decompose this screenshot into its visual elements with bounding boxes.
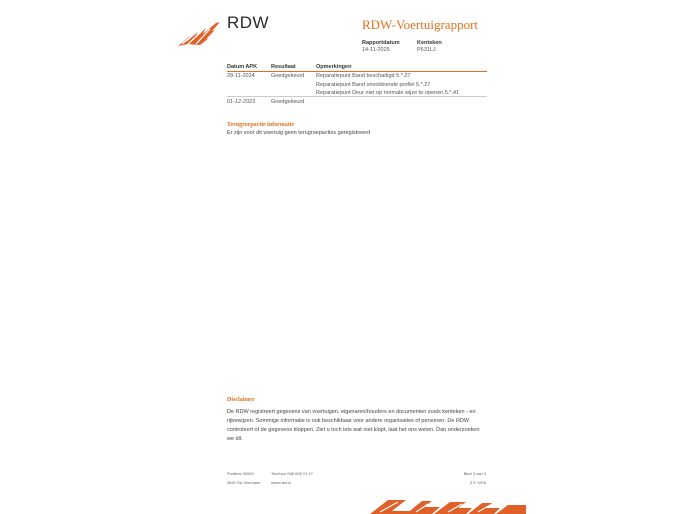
column-header-result: Resultaat bbox=[271, 64, 296, 70]
disclaimer-heading: Disclaimer bbox=[227, 397, 255, 403]
footer-phone: Telefoon 088 008 74 47 bbox=[271, 471, 313, 476]
rdw-logo-icon bbox=[176, 20, 222, 48]
plate-value: P631LJ bbox=[417, 47, 436, 53]
report-date-value: 14-11-2025 bbox=[362, 47, 390, 53]
column-header-date: Datum APK bbox=[227, 64, 258, 70]
row-date: 01-12-2023 bbox=[227, 99, 256, 105]
row-remark: Reparatiepunt Band beschadigd 5.*.27 bbox=[316, 73, 411, 79]
row-result: Goedgekeurd bbox=[271, 73, 305, 79]
recall-text: Er zijn voor dit voertuig geen terugroepacties geregistreerd bbox=[227, 130, 371, 136]
footer-decoration-icon bbox=[370, 498, 526, 514]
row-date: 28-11-2024 bbox=[227, 73, 255, 79]
recall-heading: Terugroepactie informatie bbox=[227, 122, 295, 128]
column-header-remarks: Opmerkingen bbox=[316, 64, 352, 70]
footer-page-number: Blad 3 van 3 bbox=[463, 471, 486, 476]
footer-city: 9640 RA Veendam bbox=[227, 480, 261, 485]
footer-code: 3 E 1878 bbox=[469, 480, 486, 485]
brand-name: RDW bbox=[227, 13, 270, 32]
document-title: RDW-Voertuigrapport bbox=[362, 17, 479, 32]
footer-website[interactable]: www.rdw.nl bbox=[271, 480, 292, 485]
row-result: Goedgekeurd bbox=[271, 99, 305, 105]
row-remark: Reparatiepunt Band onvoldoende profiel 5.*.27 bbox=[316, 81, 431, 88]
report-date-label: Rapportdatum bbox=[362, 40, 400, 46]
footer-postbox: Postbus 30000 bbox=[227, 471, 254, 476]
plate-label: Kenteken bbox=[417, 40, 442, 46]
disclaimer-text: De RDW registreert gegevens van voertuigen, eigenaren/houders en documenten zoals kenteken - en rijbewijzen. Sommige informatie is ook beschikbaar voor andere organisaties of personen. De RDW controleert of de gegevens kloppen. Ziet u toch iets wat niet klopt, laat het ons weten. Dan onderzoeken we dit. bbox=[227, 409, 480, 442]
row-remark: Reparatiepunt Deur niet op normale wijze te openen 5.*.41 bbox=[316, 90, 460, 96]
row-divider bbox=[227, 96, 487, 97]
